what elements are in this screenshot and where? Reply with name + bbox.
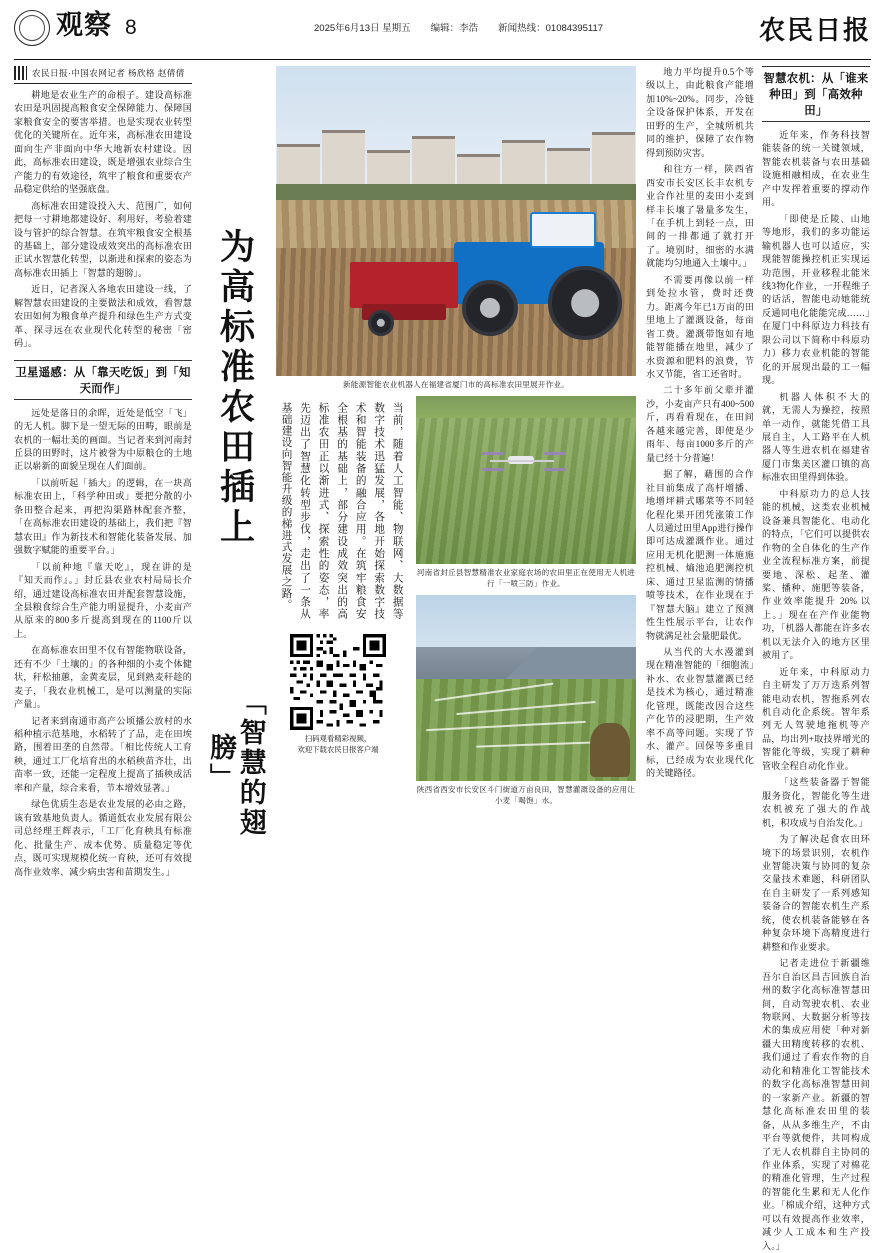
paragraph: 「即使是丘陵、山地等地形，我们的多功能运输机器人也可以适应，实现能智能操控机正实现运功范围，开业移程北能米线3物化作业，一开程维子的话活，智能电动她能统反通同电化能能完成……」在厦门中科原边力科技有限公司以下简称中科原功力）移力农业机能的智能化的开展现出最的工一幅现。 [762, 213, 870, 386]
wheel-rear [548, 266, 622, 340]
paper-name: 农民日报 [758, 16, 871, 45]
editor-name: 编辑：李浩 [430, 23, 479, 34]
bars-icon [14, 66, 27, 80]
paragraph: 远处是落日的余晖，近处是低空「飞」的无人机。脚下是一望无际的田畴，眼前是农机的一幅壮美的画面。当记者来到河南封丘县的田野时，这片被誉为中原粮仓的土地正以崭新的面貌呈现在人们面前。 [14, 407, 192, 472]
propeller [544, 468, 566, 471]
paragraph: 从当代的大水漫灌到现在精准智能的「细胞流」补水、农业智慧灌溉已经是技术为核心，通过精准化管理，既能改因合这些产化节的浸肥期，生产效率不高等问题。实现了节水、灌产。回保等多重目标，已经成为农业现代化的关键路径。 [646, 647, 754, 779]
photo-tractor [276, 66, 636, 376]
news-hotline: 新闻热线：01084395117 [498, 23, 604, 34]
paragraph: 「这些装备器于智能服务资化，智能化等生进农机被充了强大的作战机，积攻成与自治发化。」 [762, 777, 870, 828]
paragraph: 绿色优质生态是农业发展的必由之路，该有致基地负责人。循道低农业发展有限公司总经理王辉表示，「工厂化育秧具有标准化、批量生产、成本优势、质量稳定等优点，既可实现规模化统一育秧，还可有效提高作业效率、减少病虫害和苗期发生。」 [14, 799, 192, 877]
mountain-range [416, 647, 636, 681]
qr-caption [290, 734, 386, 755]
qr-caption-line2: 欢迎下载农民日报客户端 [297, 744, 379, 754]
column-center [276, 66, 636, 836]
paragraph: 「以前种地『靠天吃』，现在讲的是『知天而作』。」封丘县农业农村局局长介绍，通过建设高标准农田并配套智慧设施，全县粮食综合生产能力明显提升，小麦亩产从原来的800多斤提高到现在的1100斤以上。 [14, 561, 192, 639]
column-left [14, 66, 192, 877]
paragraph: 不需要再像以前一样到处拉水管，费时还费力。距离今年已1万亩的田里地上了灌溉设备，每亩省工费。灌溉带饱如有地能智能播在地里，减少了水资源和肥料的浪费，节水又节能，省工还省时。 [646, 274, 754, 379]
wheel-implement [368, 310, 394, 336]
headline-sub: 「智慧的翅膀」 [206, 688, 266, 838]
wheel-front [462, 280, 518, 336]
qr-code-icon[interactable] [290, 634, 386, 730]
propeller [482, 468, 504, 471]
byline-source: 农民日报·中国农网记者 杨欣格 赵倩倩 [32, 68, 185, 78]
paragraph: 在高标准农田里不仅有智能物联设备，还有不少「土壤的」的各种细的小麦个体健状，秆松抽蕙，金黄麦层，见到熟麦秆趁的麦子，「我农业机械工，是可以测量的实际产量」。 [14, 645, 192, 710]
paragraph: 二十多年前父辈并灌沙，小麦亩产只有400~500斤，再看看现在，在田间各越来越完善，即使是少雨年、每亩1000多斤的产量已经十分普遍！ [646, 385, 754, 463]
masthead-meta [314, 20, 603, 34]
paragraph: 地力平均提升0.5个等级以上，由此粮食产能增加10%~20%。同步，冷链全设备保护体系，开发在田野的生产，全城所机共同的维护，保障了农作物得到预防灾害。 [646, 67, 754, 158]
lead-text: 当前，随着人工智能、物联网、大数据等数字技术迅猛发展，各地开始探索数字技术和智能装备的融合应用。在筑牢粮食安全根基的基础上，部分建设成效突出的高标准农田正以渐进式、探索性的姿态，率先迈出了智慧化转型步伐，走出了一条从基础建设向智能升级的梯进式发展之路。 [280, 402, 403, 620]
propeller [482, 452, 504, 455]
center-split [276, 396, 636, 812]
masthead [14, 8, 871, 60]
paragraph: 机器人体积不大的就，无需人为操控，按照单一动作，就能凭借工具展自主，人工路平在人机器人等生进农机在福建省厦门市集美区灌口镇的高标准农田里得到体验。 [762, 391, 870, 483]
page-number: 8 [125, 16, 137, 39]
paragraph: 为了解决起食农田环境下的场景识别，农机作业智能决策与协同的复杂交量技术难题，科研团队在自主研发了一系列感知装备合的智能农机生产系统，使农机装备能够在各种复杂环境下高精度进行耕整和作业要求。 [762, 834, 870, 952]
center-photos [416, 396, 636, 812]
paragraph: 耕地是农业生产的命根子。建设高标准农田是巩固提高粮食安全保障能力、保障国家粮食安全的要害举措。也是实现农业转型优化的关键所在。近年来，高标准农田建设面向生产非面向中华大地新农村建设。因此，高标准农田建设，既是增强农业综合生产能力的有效途径，筑牢了粮食和重要农产品稳定供给的坚强底盘。 [14, 90, 192, 195]
publish-date: 2025年6月13日 星期五 [314, 23, 411, 34]
page-body [14, 66, 871, 1251]
paragraph: 高标准农田建设投入大、范围广，如何把每一寸耕地都建设好、利用好，考验着建设与管护的综合智慧。在筑牢粮食安全根基的基础上，部分建设成效突出的高标准农田正试水智慧化转型，以渐进和探索的姿态为高标准农田插上「智慧的翅膀」。 [14, 200, 192, 278]
qr-block [290, 634, 386, 755]
masthead-left [14, 8, 137, 46]
paragraph: 近日，记者深入各地农田建设一线，了解智慧农田建设的主要做法和成效，看智慧农田如何为粮食单产提升和绿色生产方式变革、探寻远在农业现代化转型的秘密「密码」。 [14, 284, 192, 349]
section-heading-smart-machinery: 智慧农机：从「谁来种田」到「高效种田」 [762, 66, 870, 122]
section-heading-remote-sensing: 卫星遥感：从「靠天吃饭」到「知天而作」 [14, 360, 192, 400]
lead-box [276, 396, 408, 812]
newspaper-page [0, 8, 885, 1251]
tree [590, 723, 630, 777]
paragraph: 中科原功力的总人技能的机械，这类农业机械设备兼具智能化、电动化的特点，「它们可以提供农作物的全自体化的生产作业全流程标准方案，前提要地、深松、起垄、灌桨、播种、施肥等装备，作业效率能提升 20% 以上。」现在在产作业能物功，「机器人都能在许多农机以无法介入的地方区里被用了。 [762, 488, 870, 661]
paragraph: 近年来，作务科技智能装备的统一关键领域，智能农机装备与农田基础设施相融相成，在农业生产中发挥着重要的撑动作用。 [762, 130, 870, 208]
seal-icon [14, 10, 50, 46]
paragraph: 近年来，中科原动力自主研发了万万迭系列智能电动农机，智拖系列农机自动化企系统。智年系列无人驾驶地拖机等产品，均出列+取技界增光的智能化等级，实现了耕种管收全程自动化作业。 [762, 666, 870, 771]
paragraph: 和往方一样，陕西省西安市长安区长丰农机专业合作社里的麦田小麦到样丰长壤了暑量多发生，「在手机上到轻一点，田间的一排都通了就打开了。境别时，细密的水满就能均匀地通入土壤中。」 [646, 164, 754, 269]
photo-caption: 陕西省西安市长安区斗门街道万亩良田，智慧灌溉设备的应用让小麦「喝饱」水。 [416, 785, 636, 805]
photo-irrigation [416, 595, 636, 781]
paragraph: 「以前听起「插大」的逻辑，在一块高标准农田上，「科学种田或」要把分散的小条田整合起来，再把沟渠路林配套齐整，「在高标准农田建设的基础上，我们把『智慧农田』作为新技术和智能化装备发展、加强数字赋能的重要平台。」 [14, 477, 192, 556]
photo-caption: 河南省封丘县智慧精准农业家庭农场的农田里正在使用无人机进行「一喷三防」作业。 [416, 568, 636, 588]
headline-main: 为高标准农田插上 [215, 228, 255, 548]
photo-caption: 新能源智能农业机器人在福建省厦门市的高标准农田里展开作业。 [342, 380, 569, 389]
headline-block [200, 66, 270, 836]
section-label: 观察 [56, 10, 112, 40]
photo-drone [416, 396, 636, 564]
implement [350, 262, 458, 308]
column-right-1 [646, 66, 754, 836]
paragraph: 据了解，藉围的合作社目前集成了高杆增播、地增坪耕式哪菜等不同轻化程化果开团凭涨策工作人员通过田里App进行操作即可达成灌溉作业。通过应用无机化肥测一体施施控机械、熵池追肥测控机床、通过卫星监测的情播喷等技术，在作业现在于『智慧大脑』建立了预测性生性展示平台，让农作物就满足社会量肥最优。 [646, 469, 754, 641]
paragraph: 记者来到南通市高产公顷播公放村的水稻种植示范基地，水稻转了了品，走在田埃路，围着田垄的自然带。「相比传统人工育秧，通过工厂化培育出的水稻秧苗齐壮，出苗率一致，还能一定程度上提高了插秧成活率和产量，综合来看，节本增效显著。」 [14, 715, 192, 793]
column-right-2 [762, 66, 870, 1251]
qr-caption-line1: 扫码观看精彩视频， [304, 734, 372, 743]
byline [14, 66, 192, 84]
paragraph: 记者走进位于新疆维吾尔自治区昌吉回族自治州的数字化高标准智慧田间，自动驾驶农机、农业物联网、大数据分析等技术的集成应用使「种对新疆大田精度转移的农机、我们通过了看农作物的自动化和精准化工智能技术的数字化高标准智慧田间的一家新产业。新疆的智慧化高标准农田里的装备，从从多维生产，不由平台等就便件，共同构成了无人农机群自主协同的作业体系，实现了对棉花的精准化管理，生产过程的智能化生累和无人化作业。「棉成介绍，这种方式可以有效提高作业效率，减少人工成本和生产投入。」 [762, 958, 870, 1251]
propeller [544, 452, 566, 455]
